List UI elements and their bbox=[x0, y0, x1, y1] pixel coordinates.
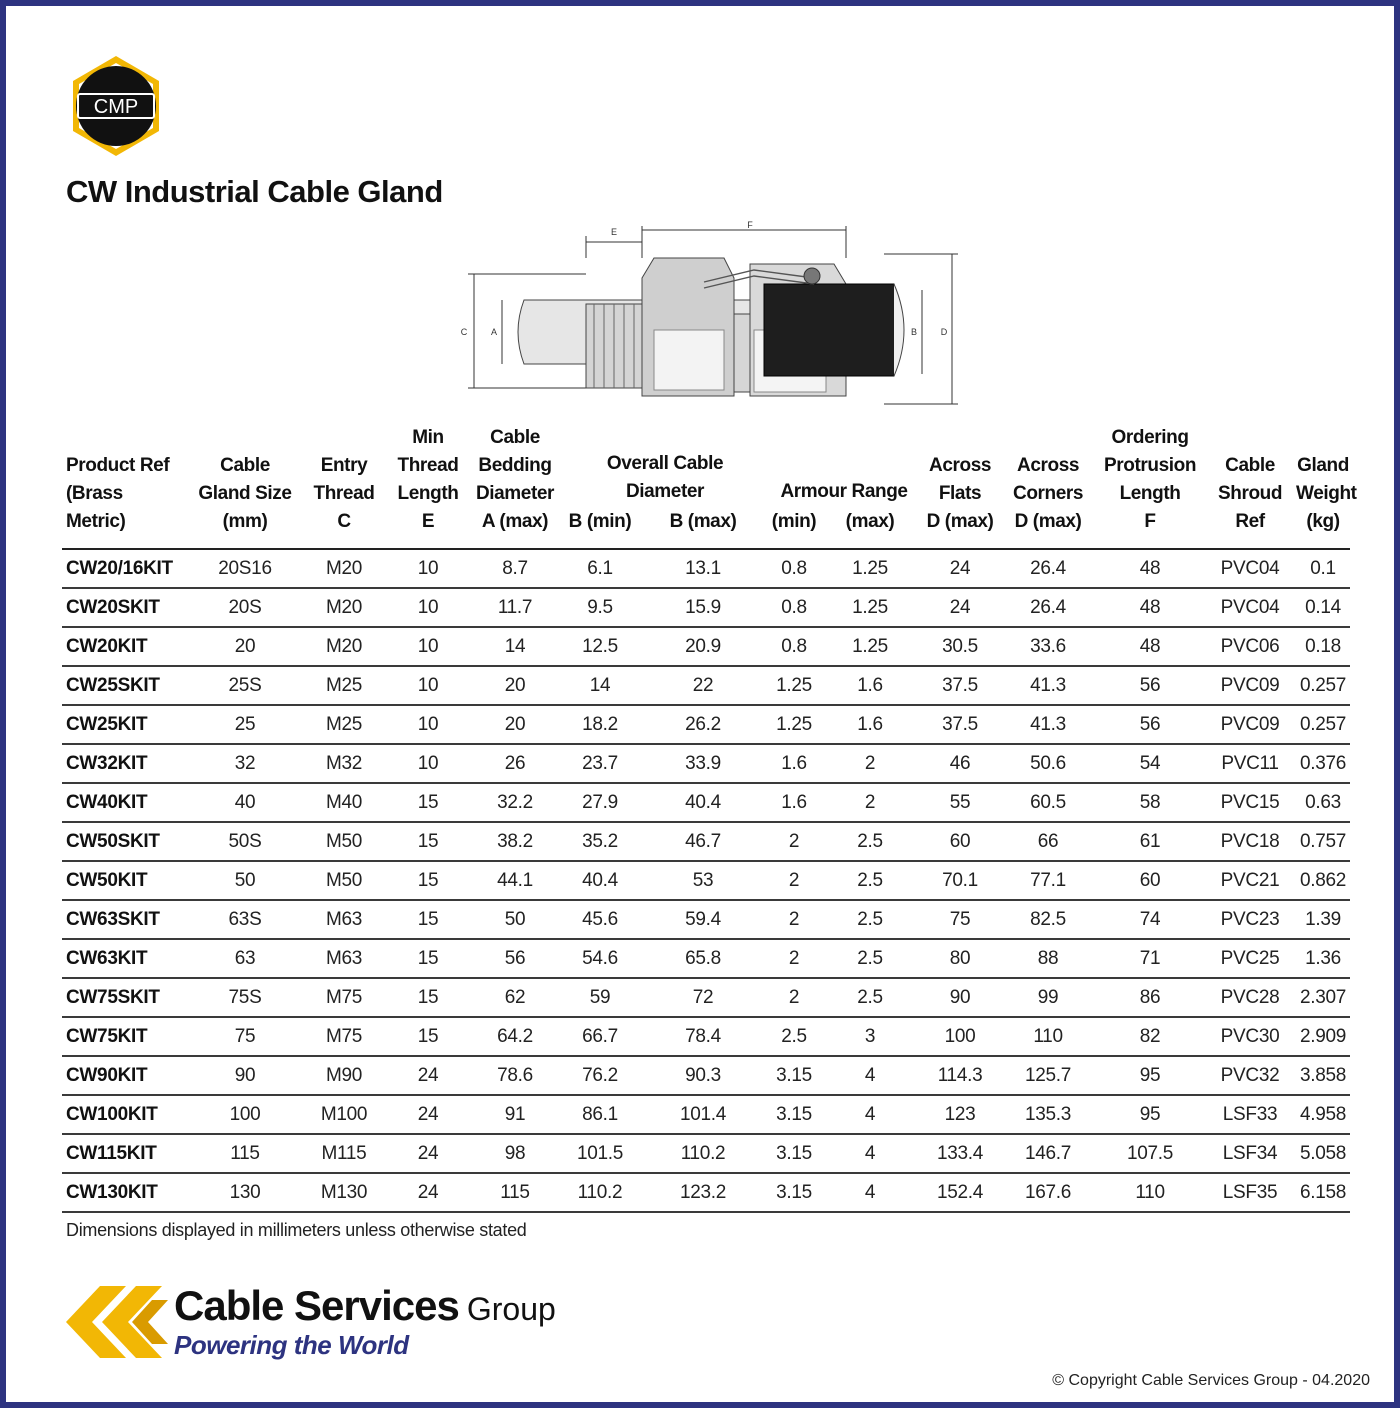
cell-across-flats: 70.1 bbox=[920, 861, 1000, 900]
cell-armour-min: 2 bbox=[768, 861, 820, 900]
cell-b-min: 6.1 bbox=[562, 549, 638, 588]
cell-shroud-ref: PVC23 bbox=[1204, 900, 1296, 939]
cell-product-ref: CW130KIT bbox=[62, 1173, 190, 1212]
cell-protrusion-length: 107.5 bbox=[1096, 1134, 1204, 1173]
cell-shroud-ref: PVC28 bbox=[1204, 978, 1296, 1017]
cell-across-corners: 41.3 bbox=[1000, 666, 1096, 705]
dim-label-c: C bbox=[460, 327, 468, 337]
cell-bedding-diameter: 32.2 bbox=[468, 783, 562, 822]
cell-across-flats: 114.3 bbox=[920, 1056, 1000, 1095]
cell-entry-thread: M50 bbox=[300, 822, 388, 861]
cell-gland-weight: 4.958 bbox=[1296, 1095, 1350, 1134]
cell-b-max: 101.4 bbox=[638, 1095, 768, 1134]
cell-armour-max: 2 bbox=[820, 783, 920, 822]
cell-across-corners: 41.3 bbox=[1000, 705, 1096, 744]
cell-across-flats: 100 bbox=[920, 1017, 1000, 1056]
cell-min-thread-length: 24 bbox=[388, 1056, 468, 1095]
cell-min-thread-length: 10 bbox=[388, 588, 468, 627]
cell-gland-size: 63S bbox=[190, 900, 300, 939]
cell-armour-min: 1.6 bbox=[768, 783, 820, 822]
cell-protrusion-length: 54 bbox=[1096, 744, 1204, 783]
cell-shroud-ref: PVC04 bbox=[1204, 588, 1296, 627]
cell-entry-thread: M75 bbox=[300, 978, 388, 1017]
cell-armour-min: 3.15 bbox=[768, 1095, 820, 1134]
cell-b-max: 15.9 bbox=[638, 588, 768, 627]
dim-label-b: B bbox=[910, 327, 918, 337]
cell-armour-max: 2.5 bbox=[820, 822, 920, 861]
cell-gland-size: 130 bbox=[190, 1173, 300, 1212]
cell-b-max: 26.2 bbox=[638, 705, 768, 744]
cell-product-ref: CW63KIT bbox=[62, 939, 190, 978]
cell-armour-min: 1.25 bbox=[768, 666, 820, 705]
header-bedding-diameter: Cable Bedding Diameter A (max) bbox=[468, 424, 562, 549]
cell-gland-weight: 5.058 bbox=[1296, 1134, 1350, 1173]
cell-b-max: 46.7 bbox=[638, 822, 768, 861]
header-entry-thread: Entry Thread C bbox=[300, 424, 388, 549]
cell-min-thread-length: 15 bbox=[388, 1017, 468, 1056]
cell-gland-weight: 0.257 bbox=[1296, 666, 1350, 705]
cell-across-flats: 133.4 bbox=[920, 1134, 1000, 1173]
table-row bbox=[62, 900, 1350, 939]
cell-entry-thread: M115 bbox=[300, 1134, 388, 1173]
table-row bbox=[62, 783, 1350, 822]
cell-gland-weight: 0.862 bbox=[1296, 861, 1350, 900]
specification-table bbox=[62, 424, 1357, 1213]
cell-bedding-diameter: 50 bbox=[468, 900, 562, 939]
cell-protrusion-length: 74 bbox=[1096, 900, 1204, 939]
cell-protrusion-length: 56 bbox=[1096, 666, 1204, 705]
cell-across-corners: 60.5 bbox=[1000, 783, 1096, 822]
cell-min-thread-length: 10 bbox=[388, 549, 468, 588]
cell-b-max: 90.3 bbox=[638, 1056, 768, 1095]
cell-armour-max: 4 bbox=[820, 1134, 920, 1173]
cell-b-min: 40.4 bbox=[562, 861, 638, 900]
cell-across-flats: 46 bbox=[920, 744, 1000, 783]
cell-min-thread-length: 15 bbox=[388, 861, 468, 900]
dim-label-d: D bbox=[940, 327, 948, 337]
cell-shroud-ref: PVC04 bbox=[1204, 549, 1296, 588]
cell-shroud-ref: LSF33 bbox=[1204, 1095, 1296, 1134]
cell-b-min: 35.2 bbox=[562, 822, 638, 861]
table-row bbox=[62, 939, 1350, 978]
company-tagline: Powering the World bbox=[174, 1330, 409, 1360]
dim-label-a: A bbox=[490, 327, 498, 337]
cell-armour-max: 4 bbox=[820, 1095, 920, 1134]
table-row bbox=[62, 1134, 1350, 1173]
cell-bedding-diameter: 14 bbox=[468, 627, 562, 666]
cell-gland-size: 63 bbox=[190, 939, 300, 978]
header-b-max: B (max) bbox=[669, 511, 737, 532]
cell-protrusion-length: 95 bbox=[1096, 1095, 1204, 1134]
cell-protrusion-length: 110 bbox=[1096, 1173, 1204, 1212]
cell-across-corners: 77.1 bbox=[1000, 861, 1096, 900]
cell-b-max: 22 bbox=[638, 666, 768, 705]
cell-product-ref: CW20SKIT bbox=[62, 588, 190, 627]
cell-across-flats: 37.5 bbox=[920, 666, 1000, 705]
cell-b-max: 40.4 bbox=[638, 783, 768, 822]
cell-entry-thread: M32 bbox=[300, 744, 388, 783]
cell-armour-min: 2 bbox=[768, 939, 820, 978]
cell-across-flats: 152.4 bbox=[920, 1173, 1000, 1212]
cell-armour-max: 3 bbox=[820, 1017, 920, 1056]
cell-b-max: 72 bbox=[638, 978, 768, 1017]
cell-b-max: 65.8 bbox=[638, 939, 768, 978]
cell-product-ref: CW20/16KIT bbox=[62, 549, 190, 588]
cell-gland-weight: 6.158 bbox=[1296, 1173, 1350, 1212]
cell-b-min: 59 bbox=[562, 978, 638, 1017]
cell-product-ref: CW90KIT bbox=[62, 1056, 190, 1095]
cell-min-thread-length: 10 bbox=[388, 705, 468, 744]
cell-across-flats: 37.5 bbox=[920, 705, 1000, 744]
cell-entry-thread: M63 bbox=[300, 900, 388, 939]
cell-armour-min: 3.15 bbox=[768, 1056, 820, 1095]
cell-min-thread-length: 15 bbox=[388, 939, 468, 978]
cell-min-thread-length: 10 bbox=[388, 744, 468, 783]
cell-min-thread-length: 10 bbox=[388, 666, 468, 705]
cell-bedding-diameter: 11.7 bbox=[468, 588, 562, 627]
header-shroud-ref: Cable Shroud Ref bbox=[1204, 424, 1296, 549]
cell-gland-weight: 0.18 bbox=[1296, 627, 1350, 666]
cell-product-ref: CW115KIT bbox=[62, 1134, 190, 1173]
cell-gland-weight: 3.858 bbox=[1296, 1056, 1350, 1095]
cell-b-min: 12.5 bbox=[562, 627, 638, 666]
cell-across-corners: 26.4 bbox=[1000, 588, 1096, 627]
header-b-min: B (min) bbox=[568, 511, 632, 532]
cell-gland-size: 100 bbox=[190, 1095, 300, 1134]
cell-across-flats: 60 bbox=[920, 822, 1000, 861]
cell-across-flats: 123 bbox=[920, 1095, 1000, 1134]
cell-shroud-ref: PVC09 bbox=[1204, 666, 1296, 705]
cell-product-ref: CW50KIT bbox=[62, 861, 190, 900]
cell-armour-max: 2.5 bbox=[820, 978, 920, 1017]
cell-protrusion-length: 86 bbox=[1096, 978, 1204, 1017]
cell-b-max: 20.9 bbox=[638, 627, 768, 666]
cell-bedding-diameter: 26 bbox=[468, 744, 562, 783]
cell-across-flats: 24 bbox=[920, 588, 1000, 627]
cell-bedding-diameter: 56 bbox=[468, 939, 562, 978]
header-protrusion-length: Ordering Protrusion Length F bbox=[1096, 424, 1204, 549]
cell-product-ref: CW100KIT bbox=[62, 1095, 190, 1134]
cell-b-max: 123.2 bbox=[638, 1173, 768, 1212]
header-overall-cable-diameter: Overall Cable Diameter B (min) B (max) bbox=[562, 424, 768, 549]
table-row bbox=[62, 978, 1350, 1017]
cell-bedding-diameter: 115 bbox=[468, 1173, 562, 1212]
header-armour-max: (max) bbox=[845, 511, 895, 532]
cell-b-min: 101.5 bbox=[562, 1134, 638, 1173]
dim-label-e: E bbox=[610, 227, 618, 237]
table-row bbox=[62, 1056, 1350, 1095]
table-row bbox=[62, 861, 1350, 900]
cell-min-thread-length: 24 bbox=[388, 1173, 468, 1212]
cell-b-min: 9.5 bbox=[562, 588, 638, 627]
cell-across-corners: 146.7 bbox=[1000, 1134, 1096, 1173]
company-name: Cable Services Group bbox=[174, 1282, 556, 1329]
cell-min-thread-length: 15 bbox=[388, 783, 468, 822]
cell-bedding-diameter: 91 bbox=[468, 1095, 562, 1134]
cell-armour-max: 2 bbox=[820, 744, 920, 783]
table-row bbox=[62, 549, 1350, 588]
cell-across-flats: 30.5 bbox=[920, 627, 1000, 666]
cell-gland-size: 20S bbox=[190, 588, 300, 627]
cell-armour-min: 0.8 bbox=[768, 549, 820, 588]
cmp-logo bbox=[64, 54, 168, 158]
cell-shroud-ref: PVC32 bbox=[1204, 1056, 1296, 1095]
cell-entry-thread: M20 bbox=[300, 627, 388, 666]
cell-shroud-ref: PVC06 bbox=[1204, 627, 1296, 666]
cell-armour-max: 1.6 bbox=[820, 705, 920, 744]
cell-protrusion-length: 56 bbox=[1096, 705, 1204, 744]
cell-b-max: 59.4 bbox=[638, 900, 768, 939]
cell-armour-max: 4 bbox=[820, 1173, 920, 1212]
cell-b-min: 45.6 bbox=[562, 900, 638, 939]
cell-armour-min: 3.15 bbox=[768, 1134, 820, 1173]
cell-bedding-diameter: 98 bbox=[468, 1134, 562, 1173]
cell-entry-thread: M90 bbox=[300, 1056, 388, 1095]
cell-shroud-ref: PVC15 bbox=[1204, 783, 1296, 822]
cell-across-corners: 82.5 bbox=[1000, 900, 1096, 939]
cell-b-min: 23.7 bbox=[562, 744, 638, 783]
copyright: © Copyright Cable Services Group - 04.2020 bbox=[1052, 1372, 1370, 1389]
cell-gland-size: 50 bbox=[190, 861, 300, 900]
header-across-flats: Across Flats D (max) bbox=[920, 424, 1000, 549]
cell-entry-thread: M50 bbox=[300, 861, 388, 900]
cell-product-ref: CW63SKIT bbox=[62, 900, 190, 939]
table-header-row bbox=[62, 424, 1350, 549]
cell-b-min: 86.1 bbox=[562, 1095, 638, 1134]
dimensions-note: Dimensions displayed in millimeters unless otherwise stated bbox=[66, 1220, 527, 1240]
cell-protrusion-length: 48 bbox=[1096, 549, 1204, 588]
cell-protrusion-length: 60 bbox=[1096, 861, 1204, 900]
cell-shroud-ref: PVC18 bbox=[1204, 822, 1296, 861]
cell-entry-thread: M40 bbox=[300, 783, 388, 822]
cell-armour-max: 4 bbox=[820, 1056, 920, 1095]
cell-armour-max: 1.25 bbox=[820, 549, 920, 588]
cell-protrusion-length: 48 bbox=[1096, 627, 1204, 666]
cell-b-min: 66.7 bbox=[562, 1017, 638, 1056]
cell-across-corners: 66 bbox=[1000, 822, 1096, 861]
cell-gland-weight: 1.36 bbox=[1296, 939, 1350, 978]
cell-gland-size: 50S bbox=[190, 822, 300, 861]
cell-product-ref: CW75SKIT bbox=[62, 978, 190, 1017]
cell-b-min: 14 bbox=[562, 666, 638, 705]
cell-across-flats: 90 bbox=[920, 978, 1000, 1017]
cell-entry-thread: M20 bbox=[300, 549, 388, 588]
cable-services-chevron-logo bbox=[64, 1282, 170, 1364]
cell-b-min: 18.2 bbox=[562, 705, 638, 744]
cell-armour-max: 2.5 bbox=[820, 939, 920, 978]
cell-bedding-diameter: 78.6 bbox=[468, 1056, 562, 1095]
cell-b-max: 110.2 bbox=[638, 1134, 768, 1173]
cell-across-flats: 24 bbox=[920, 549, 1000, 588]
table-row bbox=[62, 744, 1350, 783]
cell-b-min: 27.9 bbox=[562, 783, 638, 822]
cell-armour-min: 2 bbox=[768, 900, 820, 939]
cell-protrusion-length: 61 bbox=[1096, 822, 1204, 861]
dim-label-f: F bbox=[747, 220, 753, 230]
cell-product-ref: CW20KIT bbox=[62, 627, 190, 666]
cell-gland-size: 20S16 bbox=[190, 549, 300, 588]
cell-across-corners: 125.7 bbox=[1000, 1056, 1096, 1095]
header-product-ref: Product Ref (Brass Metric) bbox=[62, 424, 190, 549]
cell-gland-weight: 0.63 bbox=[1296, 783, 1350, 822]
cell-shroud-ref: PVC09 bbox=[1204, 705, 1296, 744]
header-gland-size: Cable Gland Size (mm) bbox=[190, 424, 300, 549]
cell-entry-thread: M63 bbox=[300, 939, 388, 978]
cell-armour-min: 3.15 bbox=[768, 1173, 820, 1212]
cell-b-max: 33.9 bbox=[638, 744, 768, 783]
cell-b-max: 53 bbox=[638, 861, 768, 900]
cell-across-corners: 33.6 bbox=[1000, 627, 1096, 666]
cell-product-ref: CW25KIT bbox=[62, 705, 190, 744]
cell-armour-min: 2 bbox=[768, 978, 820, 1017]
cable-gland-diagram bbox=[454, 218, 974, 414]
header-armour-min: (min) bbox=[771, 511, 817, 532]
cell-min-thread-length: 10 bbox=[388, 627, 468, 666]
cell-entry-thread: M25 bbox=[300, 705, 388, 744]
cell-b-min: 76.2 bbox=[562, 1056, 638, 1095]
cell-across-flats: 75 bbox=[920, 900, 1000, 939]
cell-gland-size: 25S bbox=[190, 666, 300, 705]
cell-product-ref: CW32KIT bbox=[62, 744, 190, 783]
cell-bedding-diameter: 38.2 bbox=[468, 822, 562, 861]
cell-armour-max: 1.25 bbox=[820, 588, 920, 627]
cell-armour-min: 1.25 bbox=[768, 705, 820, 744]
cell-across-corners: 26.4 bbox=[1000, 549, 1096, 588]
cell-armour-max: 1.25 bbox=[820, 627, 920, 666]
cell-armour-min: 1.6 bbox=[768, 744, 820, 783]
cell-gland-size: 90 bbox=[190, 1056, 300, 1095]
cell-armour-min: 2.5 bbox=[768, 1017, 820, 1056]
cell-armour-min: 0.8 bbox=[768, 627, 820, 666]
table-row bbox=[62, 822, 1350, 861]
cell-product-ref: CW40KIT bbox=[62, 783, 190, 822]
cell-across-corners: 88 bbox=[1000, 939, 1096, 978]
table-row bbox=[62, 627, 1350, 666]
cell-gland-size: 75S bbox=[190, 978, 300, 1017]
cell-gland-size: 20 bbox=[190, 627, 300, 666]
cell-across-corners: 50.6 bbox=[1000, 744, 1096, 783]
table-row bbox=[62, 1173, 1350, 1212]
cell-shroud-ref: PVC21 bbox=[1204, 861, 1296, 900]
cell-entry-thread: M25 bbox=[300, 666, 388, 705]
cell-protrusion-length: 48 bbox=[1096, 588, 1204, 627]
header-armour-range: Armour Range (min) (max) bbox=[768, 424, 920, 549]
table-row bbox=[62, 588, 1350, 627]
cell-armour-min: 0.8 bbox=[768, 588, 820, 627]
cell-bedding-diameter: 64.2 bbox=[468, 1017, 562, 1056]
cell-product-ref: CW50SKIT bbox=[62, 822, 190, 861]
cell-bedding-diameter: 8.7 bbox=[468, 549, 562, 588]
cell-gland-weight: 0.257 bbox=[1296, 705, 1350, 744]
table-row bbox=[62, 1095, 1350, 1134]
cell-shroud-ref: LSF35 bbox=[1204, 1173, 1296, 1212]
cell-gland-size: 115 bbox=[190, 1134, 300, 1173]
cell-gland-size: 32 bbox=[190, 744, 300, 783]
table-row bbox=[62, 666, 1350, 705]
cell-protrusion-length: 95 bbox=[1096, 1056, 1204, 1095]
cell-armour-max: 2.5 bbox=[820, 861, 920, 900]
table-row bbox=[62, 1017, 1350, 1056]
cell-min-thread-length: 15 bbox=[388, 900, 468, 939]
cell-min-thread-length: 15 bbox=[388, 822, 468, 861]
header-min-thread-length: Min Thread Length E bbox=[388, 424, 468, 549]
cell-gland-size: 25 bbox=[190, 705, 300, 744]
cell-gland-size: 40 bbox=[190, 783, 300, 822]
cell-bedding-diameter: 62 bbox=[468, 978, 562, 1017]
cell-shroud-ref: LSF34 bbox=[1204, 1134, 1296, 1173]
cell-min-thread-length: 15 bbox=[388, 978, 468, 1017]
cell-product-ref: CW25SKIT bbox=[62, 666, 190, 705]
cell-protrusion-length: 58 bbox=[1096, 783, 1204, 822]
cell-across-corners: 110 bbox=[1000, 1017, 1096, 1056]
cell-protrusion-length: 82 bbox=[1096, 1017, 1204, 1056]
cell-across-corners: 99 bbox=[1000, 978, 1096, 1017]
cell-gland-weight: 0.757 bbox=[1296, 822, 1350, 861]
cell-across-flats: 55 bbox=[920, 783, 1000, 822]
cell-gland-weight: 2.909 bbox=[1296, 1017, 1350, 1056]
cell-b-max: 13.1 bbox=[638, 549, 768, 588]
cell-gland-size: 75 bbox=[190, 1017, 300, 1056]
cell-gland-weight: 2.307 bbox=[1296, 978, 1350, 1017]
cell-shroud-ref: PVC11 bbox=[1204, 744, 1296, 783]
table-row bbox=[62, 705, 1350, 744]
header-across-corners: Across Corners D (max) bbox=[1000, 424, 1096, 549]
page-title: CW Industrial Cable Gland bbox=[66, 174, 443, 209]
table-body bbox=[62, 549, 1350, 1212]
cell-gland-weight: 1.39 bbox=[1296, 900, 1350, 939]
cell-bedding-diameter: 20 bbox=[468, 705, 562, 744]
cell-entry-thread: M20 bbox=[300, 588, 388, 627]
cell-shroud-ref: PVC30 bbox=[1204, 1017, 1296, 1056]
header-gland-weight: Gland Weight (kg) bbox=[1296, 424, 1350, 549]
cell-gland-weight: 0.376 bbox=[1296, 744, 1350, 783]
cell-armour-max: 2.5 bbox=[820, 900, 920, 939]
cmp-logo-text: CMP bbox=[93, 96, 139, 118]
cell-gland-weight: 0.1 bbox=[1296, 549, 1350, 588]
cell-entry-thread: M100 bbox=[300, 1095, 388, 1134]
cell-min-thread-length: 24 bbox=[388, 1095, 468, 1134]
cell-across-corners: 167.6 bbox=[1000, 1173, 1096, 1212]
cell-protrusion-length: 71 bbox=[1096, 939, 1204, 978]
cell-b-min: 110.2 bbox=[562, 1173, 638, 1212]
cell-entry-thread: M75 bbox=[300, 1017, 388, 1056]
cell-shroud-ref: PVC25 bbox=[1204, 939, 1296, 978]
cell-across-flats: 80 bbox=[920, 939, 1000, 978]
cell-armour-max: 1.6 bbox=[820, 666, 920, 705]
cell-gland-weight: 0.14 bbox=[1296, 588, 1350, 627]
cell-product-ref: CW75KIT bbox=[62, 1017, 190, 1056]
cell-bedding-diameter: 20 bbox=[468, 666, 562, 705]
company-suffix: Group bbox=[466, 1291, 556, 1327]
cell-min-thread-length: 24 bbox=[388, 1134, 468, 1173]
outer-sheath bbox=[764, 284, 900, 376]
cell-b-max: 78.4 bbox=[638, 1017, 768, 1056]
cell-b-min: 54.6 bbox=[562, 939, 638, 978]
cell-across-corners: 135.3 bbox=[1000, 1095, 1096, 1134]
cell-armour-min: 2 bbox=[768, 822, 820, 861]
cell-entry-thread: M130 bbox=[300, 1173, 388, 1212]
cell-bedding-diameter: 44.1 bbox=[468, 861, 562, 900]
